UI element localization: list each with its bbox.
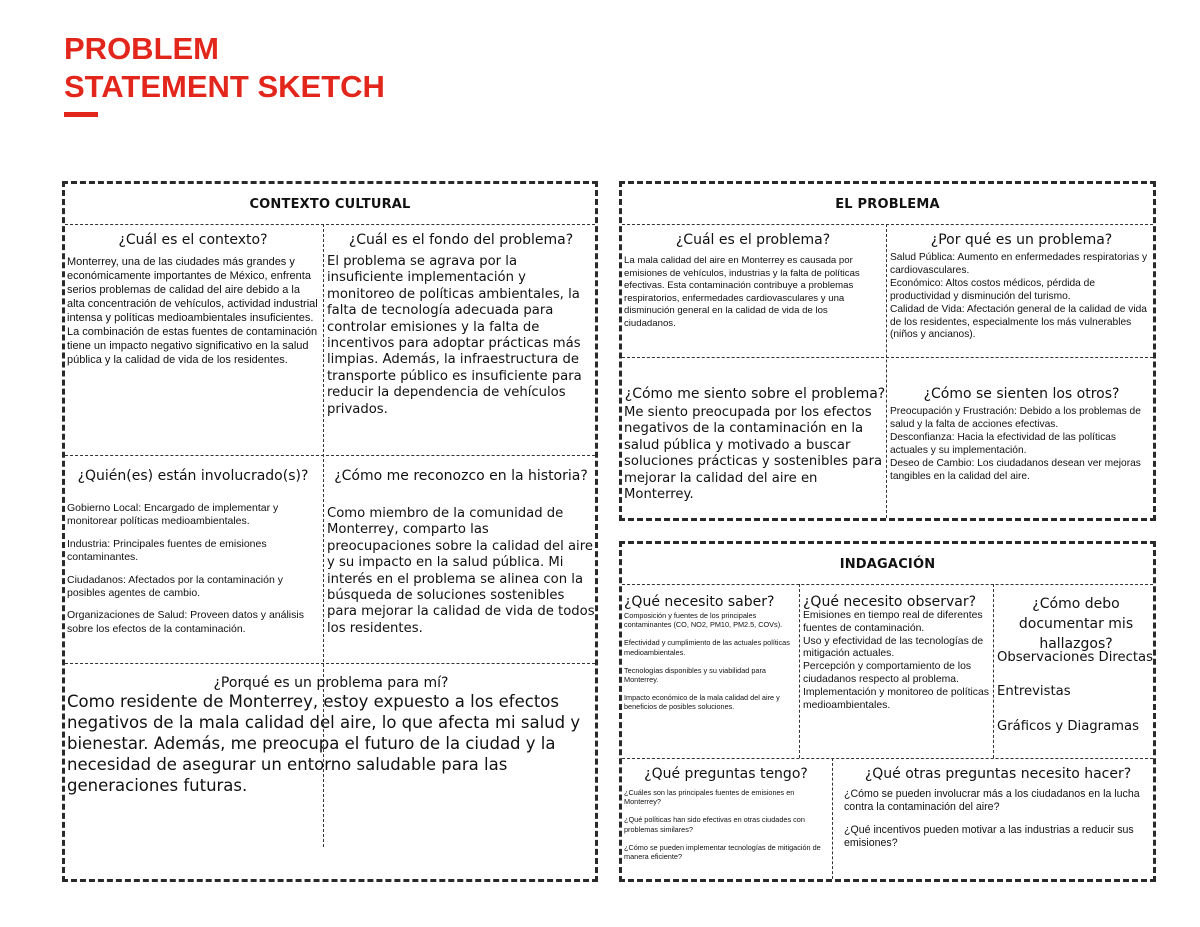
involucrado-item: Organizaciones de Salud: Proveen datos y análisis sobre los efectos de la contaminación. [67,609,304,635]
title-line-2: STATEMENT SKETCH [64,69,385,104]
page-title [64,30,385,106]
answer-otros-sienten: Preocupación y Frustración: Debido a los problemas de salud y la falta de acciones efectivas. Desconfianza: Hacia la efectividad de las políticas actuales y su implementación. Deseo de Cambio: Los ciudadanos desean ver mejoras tangibles en la calidad del aire. [890,406,1141,482]
question-necesito-saber: ¿Qué necesito saber? [624,594,775,610]
saber-item: Efectividad y cumplimiento de las actuales políticas medioambientales. [624,638,790,657]
question-otros-sienten: ¿Cómo se sienten los otros? [923,386,1120,402]
problema-middle-divider [622,357,1153,358]
indagacion-divider-3 [832,758,833,879]
question-reconozco: ¿Cómo me reconozco en la historia? [334,468,588,484]
cell-otras-preguntas [844,766,1152,851]
question-porque-problema: ¿Por qué es un problema? [930,232,1113,248]
answer-fondo: El problema se agrava por la insuficiente implementación y monitoreo de políticas ambientales, la falta de tecnología adecuada para controlar emisiones y la falta de incentivos para adoptar prácticas más limpias. Además, la infraestructura de transporte público es insuficiente para reducir la dependencia de vehículos privados. [327,254,582,417]
pregunta-item: ¿Cuáles son las principales fuentes de emisiones en Monterrey? [624,788,795,807]
cell-otros-sienten [890,386,1153,483]
el-problema-header: EL PROBLEMA [622,184,1153,225]
indagacion-panel [619,541,1156,882]
otra-pregunta-item: ¿Qué incentivos pueden motivar a las industrias a reducir sus emisiones? [844,823,1134,850]
question-me-siento: ¿Cómo me siento sobre el problema? [624,386,886,402]
indagacion-header: INDAGACIÓN [622,544,1153,585]
el-problema-panel [619,181,1156,521]
cell-contexto [67,232,319,367]
answer-cual-problema: La mala calidad del aire en Monterrey es causada por emisiones de vehículos, industrias y la falta de políticas efectivas. Esta contaminación contribuye a problemas respiratorios, enfermedades cardiovasculares y una disminución general en la calidad de vida de los ciudadanos. [624,255,860,329]
answer-contexto: Monterrey, una de las ciudades más grandes y económicamente importantes de México, enfrenta serios problemas de calidad del aire debido a la alta concentración de vehículos, actividad industrial intensa y políticas medioambientales insuficientes. La combinación de estas fuentes de contaminación tiene un impacto negativo significativo en la salud pública y la calidad de vida de los residentes. [67,256,318,366]
question-fondo: ¿Cuál es el fondo del problema? [348,232,574,248]
otra-pregunta-item: ¿Cómo se pueden involucrar más a los ciudadanos en la lucha contra la contaminación del aire? [844,788,1140,814]
saber-item: Impacto económico de la mala calidad del aire y beneficios de posibles soluciones. [624,693,780,712]
cell-porque-problema [890,232,1153,342]
problema-vertical-divider [886,224,887,518]
contexto-middle-divider [65,455,595,456]
answer-porque-mi: Como residente de Monterrey, estoy expuesto a los efectos negativos de la mala calidad del aire, lo que afecta mi salud y bienestar. Además, me preocupa el futuro de la ciudad y la necesidad de asegurar un entorno saludable para las generaciones futuras. [67,692,581,795]
cell-cual-problema [624,232,882,331]
pregunta-item: ¿Qué políticas han sido efectivas en otras ciudades con problemas similares? [624,815,805,834]
answer-reconozco: Como miembro de la comunidad de Monterrey, comparto las preocupaciones sobre la calidad del aire y su impacto en la salud pública. Mi interés en el problema se alinea con la búsqueda de soluciones sostenibles para mejorar la calidad de vida de todos los residentes. [327,506,595,636]
title-line-1: PROBLEM [64,31,219,66]
question-documentar: ¿Cómo debo documentar mis hallazgos? [1018,596,1134,652]
pregunta-item: ¿Cómo se pueden implementar tecnologías de mitigación de manera eficiente? [624,842,821,862]
documentar-item: Observaciones Directas [997,650,1153,665]
cell-porque-mi [67,675,595,796]
question-cual-problema: ¿Cuál es el problema? [675,232,831,248]
question-necesito-observar: ¿Qué necesito observar? [803,594,977,610]
title-underline [64,112,98,117]
saber-item: Tecnologías disponibles y su viabilidad para Monterrey. [624,665,766,685]
cell-necesito-saber [624,594,796,712]
involucrado-item: Gobierno Local: Encargado de implementar y monitorear políticas medioambientales. [67,502,279,528]
involucrado-item: Ciudadanos: Afectados por la contaminación y posibles agentes de cambio. [67,573,283,600]
cell-reconozco [327,468,595,637]
involucrado-item: Industria: Principales fuentes de emisiones contaminantes. [67,537,267,564]
indagacion-middle-divider [622,758,1153,759]
cell-involucrados [67,468,319,636]
cell-documentar [997,594,1155,735]
indagacion-divider-2 [993,584,994,758]
contexto-cultural-header: CONTEXTO CULTURAL [65,184,595,225]
documentar-item: Entrevistas [997,684,1071,700]
contexto-bottom-divider [65,663,595,664]
question-involucrados: ¿Quién(es) están involucrado(s)? [77,468,309,484]
cell-me-siento [624,386,886,503]
question-otras-preguntas: ¿Qué otras preguntas necesito hacer? [864,766,1132,782]
answer-necesito-observar: Emisiones en tiempo real de diferentes fuentes de contaminación. Uso y efectividad de las tecnologías de mitigación actuales. Percepción y comportamiento de los ciudadanos respecto al problema. Implementación y monitoreo de políticas medioambientales. [803,610,989,711]
documentar-item: Gráficos y Diagramas [997,718,1139,734]
cell-fondo [327,232,595,418]
contexto-cultural-panel [62,181,598,882]
saber-item: Composición y fuentes de los principales contaminantes (CO, NO2, PM10, PM2.5, COVs). [624,611,783,630]
cell-preguntas-tengo [624,766,828,861]
answer-me-siento: Me siento preocupada por los efectos negativos de la contaminación en la salud pública y motivado a buscar soluciones prácticas y sostenibles para mejorar la calidad del aire en Monterrey. [624,405,883,503]
answer-porque-problema: Salud Pública: Aumento en enfermedades respiratorias y cardiovasculares. Económico: Altos costos médicos, pérdida de productividad y disminución del turismo. Calidad de Vida: Afectación general de la calidad de vida de los residentes, especialmente los más vulnerables (niños y ancianos). [890,252,1148,341]
question-contexto: ¿Cuál es el contexto? [118,232,268,248]
question-preguntas-tengo: ¿Qué preguntas tengo? [644,766,808,782]
cell-necesito-observar [803,594,990,712]
question-porque-mi: ¿Porqué es un problema para mí? [213,675,449,691]
indagacion-divider-1 [799,584,800,758]
